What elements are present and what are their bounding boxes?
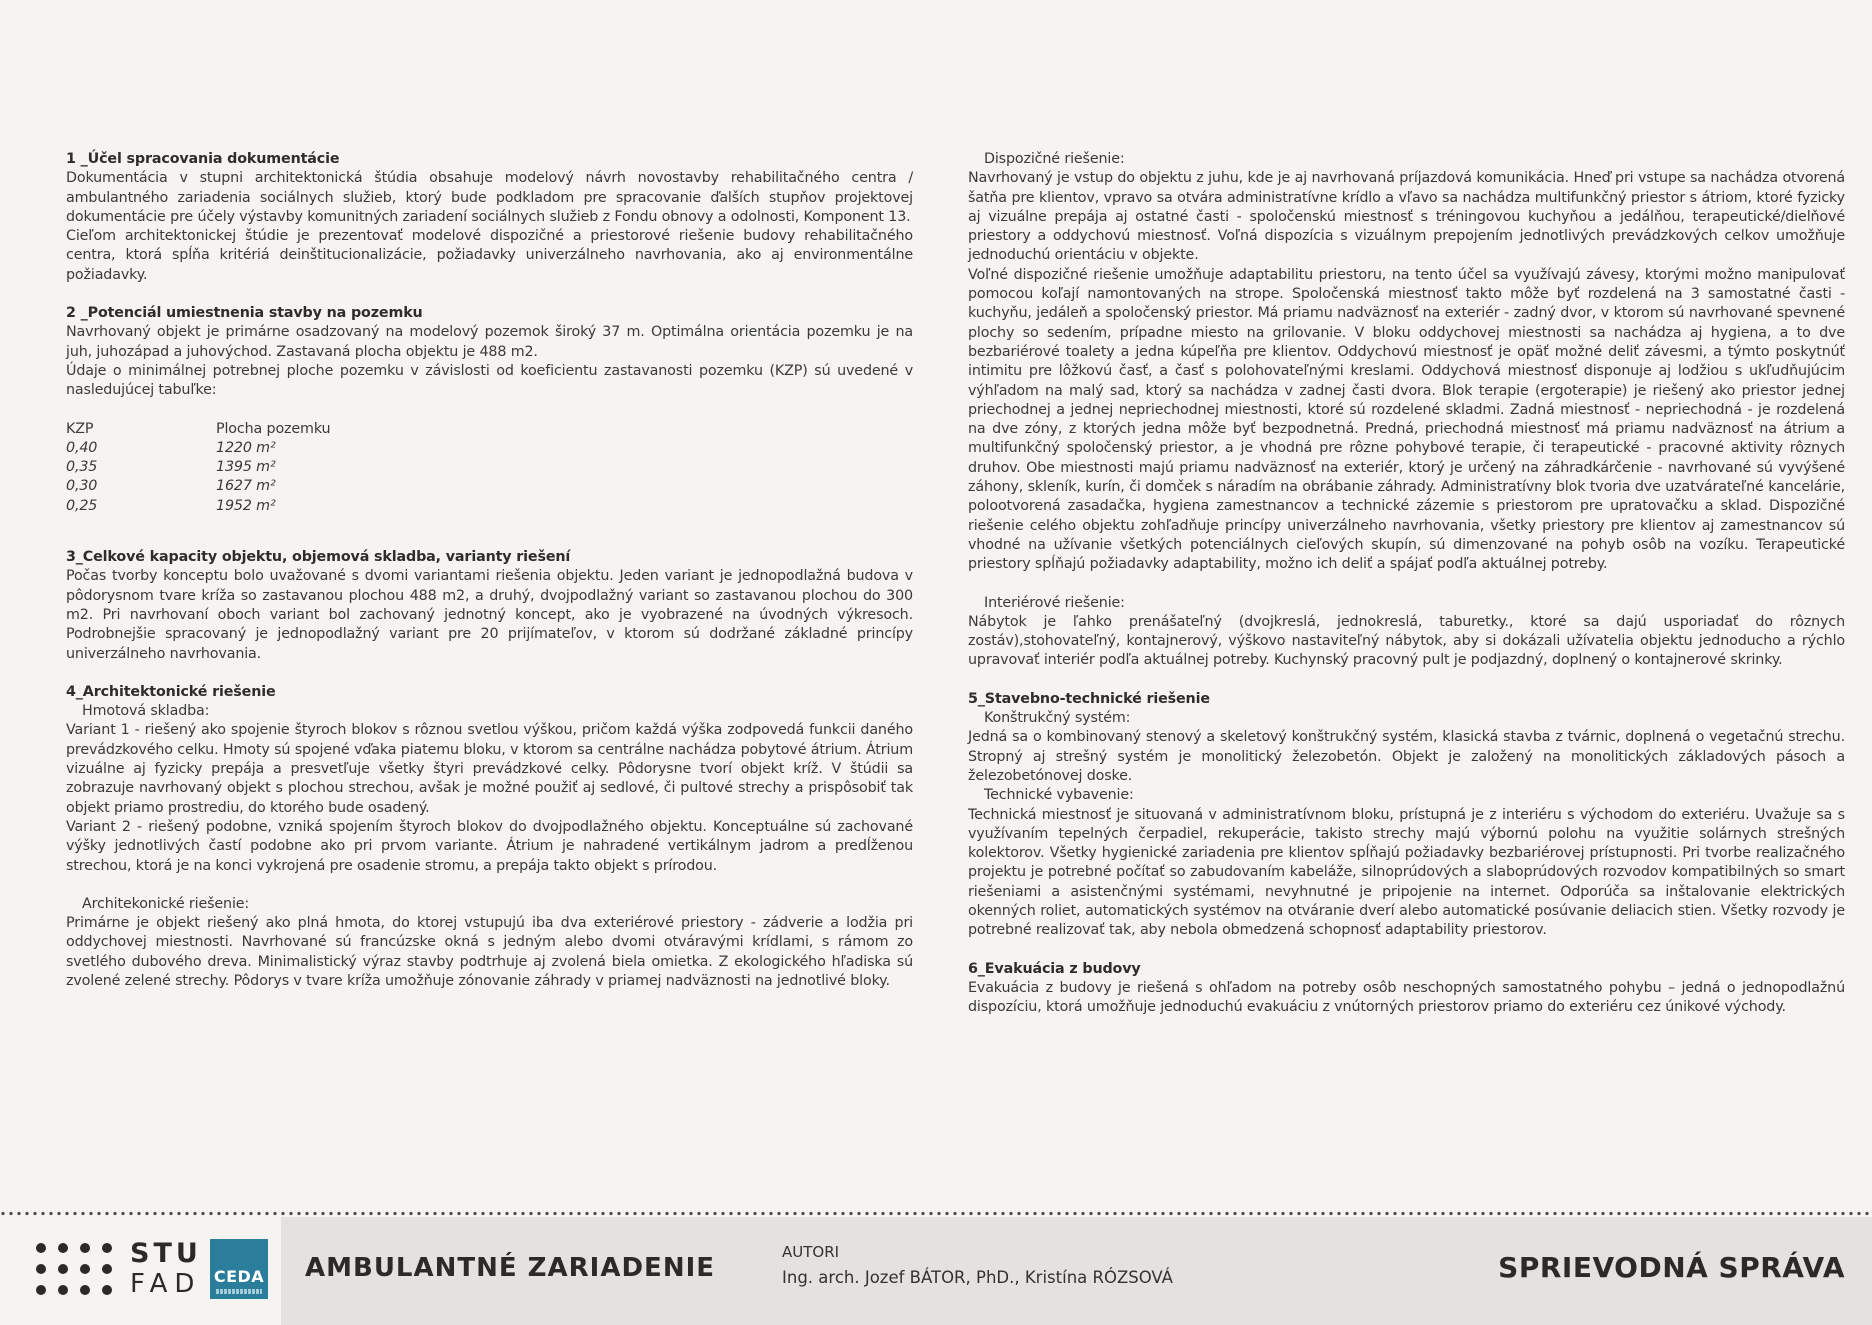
ceda-logo [210,1239,268,1299]
section-2-heading: 2 _Potenciál umiestnenia stavby na pozemku [66,305,423,322]
section-3-paragraph: Počas tvorby konceptu bolo uvažované s dvomi variantami riešenia objektu. Jeden variant je jednopodlažná budova v pôdorysnom tvare kríža so zastavanou plochou 488 m2, a druhý, dvojpodlažný variant so zastavanou plochou do 300 m2. Pri navrhovaní oboch variant bol zachovaný jednotný koncept, ako je vyobrazené na úvodných výkresoch. Podrobnejšie spracovaný je jednopodlažný variant pre 20 prijímateľov, v ktorom sú dodržané základné princípy univerzálneho navrhovania. [66,568,913,662]
section-4-paragraph: Primárne je objekt riešený ako plná hmota, do ktorej vstupujú iba dva exteriérové priestory - zádverie a lodžia pri oddychovej miestnosti. Navrhované sú francúzske okná s jedným alebo dvomi otváravými krídlami, s rámom zo svetlého dubového dreva. Minimalistický výraz stavby podtrhuje aj zvolená biela omietka. Z ekologického hľadiska sú zvolené zelené strechy. Pôdorys v tvare kríža umožňuje zónovanie záhrady v priamej nadväznosti na jednotlivé bloky. [66,915,913,989]
area-cell: 1952 m² [216,497,276,514]
subheading-dispozicne-riesenie: Dispozičné riešenie: [984,151,1125,167]
authors-label: AUTORI [782,1243,840,1261]
stu-fad-logo [130,1239,202,1299]
subheading-interierove-riesenie: Interiérové riešenie: [984,594,1125,611]
section-1-paragraph: Dokumentácia v stupni architektonická štúdia obsahuje modelový návrh novostavby rehabilitačného centra / ambulantného zariadenia sociálnych služieb, ktorý bude podkladom pre spracovanie ďalších stupňov projektovej dokumentácie pre účely výstavby komunitných zariadení sociálnych služieb z Fondu obnovy a odolnosti, Komponent 13. [66,170,913,225]
section-1-heading: 1 _Účel spracovania dokumentácie [66,151,340,167]
section-4-paragraph: Variant 1 - riešený ako spojenie štyroch blokov s rôznou svetlou výškou, pričom každá výška zodpovedá funkcii daného prevádzkového celku. Hmoty sú spojené vďaka piatemu bloku, v ktorom sa centrálne nachádza pobytové átrium. Átrium vizuálne aj fyzicky prepája a presvetľuje všetky štyri prevádzkové celky. Pôdorysne tvorí objekt kríž. V štúdii sa zobrazuje navrhovaný objekt s plochou strechou, avšak je možné použiť aj sedlové, či pultové strechy a prispôsobiť tak objekt priamo prostrediu, do ktorého bude osadený. [66,722,913,816]
stu-logo-text: STU [130,1238,202,1269]
section-2-paragraph: Údaje o minimálnej potrebnej ploche pozemku v závislosti od koeficientu zastavanosti pozemku (KZP) sú uvedené v nasledujúcej tabuľke: [66,362,913,399]
stu-fad-logo-dots [36,1243,112,1295]
section-5-paragraph: Jedná sa o kombinovaný stenový a skeletový konštrukčný systém, klasická stavba z tvárnic, doplnená o vegetačnú strechu. Stropný aj strešný systém je monolitický železobetón. Objekt je založený na monolitických základových pásoch a železobetónovej doske. [968,729,1845,784]
spacer [968,575,1845,594]
kzp-header-cell: KZP [66,420,94,437]
kzp-cell: 0,35 [66,459,98,476]
left-column [66,150,913,991]
kzp-table-header [66,420,913,439]
ceda-logo-text: CEDA [213,1267,265,1286]
area-header-cell: Plocha pozemku [216,420,331,437]
spacer [968,671,1845,690]
ceda-logo-subtext [216,1289,262,1294]
section-6-heading: 6_Evakuácia z budovy [968,960,1141,977]
spacer [66,664,913,683]
kzp-cell: 0,30 [66,478,98,495]
right-column [968,150,1845,1017]
project-title: AMBULANTNÉ ZARIADENIE [305,1253,716,1283]
section-6-paragraph: Evakuácia z budovy je riešená s ohľadom na potreby osôb neschopných samostatného pohybu – jedná o jednopodlažnú dispozíciu, ktorá umožňuje jednoduchú evakuáciu z vnútorných priestorov priamo do exteriéru cez únikové východy. [968,979,1845,1016]
dispozicne-paragraph: Voľné dispozičné riešenie umožňuje adaptabilitu priestoru, na tento účel sa využívajú závesy, ktorými možno manipulovať pomocou koľají namontovaných na strope. Spoločenská miestnosť takto môže byť rozdelená na 3 samostatné časti - kuchyňu, jedáleň a spoločenský priestor. Má priamu nadväznosť na exteriér - zadný dvor, v ktorom sú navrhované spevnené plochy so sedením, prípadne miesto na grilovanie. V bloku oddychovej miestnosti sa nachádza aj hygiena, a to dve bezbariérové toalety a jedna kúpeľňa pre klientov. Oddychovú miestnosť je opäť možné deliť závesmi, a týmto poskytnúť intimitu pre lôžkovú časť, a časť s polohovateľnými kreslami. Oddychová miestnosť disponuje aj lodžiou s ukľudňujúcim výhľadom na malý sad, ktorý sa nachádza v zadnej časti dvora. Blok terapie (ergoterapie) je riešený ako priestor jednej priechodnej a jednej nepriechodnej miestnosti, ktoré sú rozdelené skladmi. Zadná miestnosť - nepriechodná - je rozdelená na dve zóny, z ktorých jedna môže byť bezpodnetná. Predná, priechodná miestnosť má priamu nadväznosť na átrium a multifunkčný spoločenský priestor, a je vhodná pre rôzne pohybové terapie, či terapeutické - pracovné aktivity rôznych druhov. Obe miestnosti majú priamu nadväznosť na exteriér, ktorý je určený na záhradkárčenie - navrhované sú vyvýšené záhony, skleník, kurín, či domček s náradím na obrábanie záhrady. Administratívny blok tvoria dve uzatvárateľné kancelárie, polootvorená zasadačka, hygiena zamestnancov a technické zázemie s priestorom pre upratovačku a sklad. Dispozičné riešenie celého objektu zohľadňuje princípy univerzálneho navrhovania, všetky priestory pre klientov aj zamestnancov sú vhodné na užívanie všetkých potenciálnych cieľových skupín, sú dimenzované na pohyb osôb na vozíku. Terapeutické priestory spĺňajú požiadavky adaptability, možno ich deliť a spájať podľa aktuálnej potreby. [968,266,1845,573]
dotted-separator [0,1210,1872,1217]
subheading-architektonicke-riesenie: Architekonické riešenie: [82,895,250,912]
kzp-table [66,420,913,516]
subheading-technicke-vybavenie: Technické vybavenie: [984,787,1134,804]
fad-logo-text: FAD [130,1269,202,1299]
spacer [968,941,1845,960]
authors-names: Ing. arch. Jozef BÁTOR, PhD., Kristína RÓZSOVÁ [782,1268,1173,1287]
section-3-heading: 3_Celkové kapacity objektu, objemová skladba, varianty riešení [66,549,571,566]
section-2-paragraph: Navrhovaný objekt je primárne osadzovaný na modelový pozemok široký 37 m. Optimálna orientácia pozemku je na juh, juhozápad a juhovýchod. Zastavaná plocha objektu je 488 m2. [66,324,913,360]
area-cell: 1627 m² [216,478,276,495]
subheading-hmotova-skladba: Hmotová skladba: [82,703,210,720]
dispozicne-paragraph: Navrhovaný je vstup do objektu z juhu, kde je aj navrhovaná príjazdová komunikácia. Hneď pri vstupe sa nachádza otvorená šatňa pre klientov, vpravo sa otvára administratívne krídlo a vľavo sa nachádza multifunkčný priestor s átriom, ktoré fyzicky aj vizuálne prepája aj ostatné časti - spoločenskú miestnosť s tréningovou kuchyňou a jedálňou, terapeutické/dielňové priestory a oddychovú miestnosť. Voľná dispozícia s vizuálnym prepojením jednotlivých prevádzkových celkov umožňuje jednoduchú orientáciu v objekte. [968,170,1845,264]
spacer [66,516,913,548]
subheading-konstrukcny-system: Konštrukčný systém: [984,710,1131,727]
document-title: SPRIEVODNÁ SPRÁVA [1498,1251,1845,1284]
area-cell: 1220 m² [216,439,276,456]
authors-block [782,1243,1173,1287]
section-5-heading: 5_Stavebno-technické riešenie [968,690,1210,707]
footer [0,1217,1872,1325]
table-row [66,458,913,477]
interierove-paragraph: Nábytok je ľahko prenášateľný (dvojkreslá, jednokreslá, taburetky., ktoré sa dajú usporiadať do rôznych zostáv),stohovateľný, kontajnerový, výškovo nastaviteľný nábytok, aby si dokázali užívatelia objektu jednoducho a rýchlo upravovať interiér podľa aktuálnej potreby. Kuchynský pracovný pult je podjazdný, doplnený o kontajnerové skrinky. [968,613,1845,669]
kzp-cell: 0,40 [66,439,98,456]
spacer [66,285,913,304]
kzp-cell: 0,25 [66,497,98,514]
table-row [66,477,913,496]
section-4-paragraph: Variant 2 - riešený podobne, vzniká spojením štyroch blokov do dvojpodlažného objektu. Konceptuálne sú zachované výšky jednotlivých častí podobne ako pri prvom variante. Átrium je nahradené vertikálnym jadrom a predĺženou strechou, ktorá je na konci vykrojená pre osadenie stromu, a prepája takto objekt s prírodou. [66,818,913,874]
section-5-paragraph: Technická miestnosť je situovaná v administratívnom bloku, prístupná je z interiéru s východom do exteriéru. Uvažuje sa s využívaním tepelných čerpadiel, rekuperácie, takisto strechy majú výbornú polohu na využitie solárnych strešných kolektorov. Všetky hygienické zariadenia pre klientov spĺňajú požiadavky bezbariérovej prístupnosti. Pri tvorbe realizačného projektu je potrebné počítať so zabudovaním kabeláže, silnoprúdových a slaboprúdových rozvodov kompatibilných so smart riešeniami a asistenčnými systémami, nevyhnutné je pripojenie na internet. Odporúča sa inštalovanie elektrických okenných roliet, automatických systémov na otváranie dverí alebo automatické posúvanie deliacich stien. Všetky rozvody je potrebné realizovať tak, aby nebola obmedzená schopnosť adaptability priestorov. [968,806,1845,939]
area-cell: 1395 m² [216,459,276,476]
table-row [66,439,913,458]
spacer [66,876,913,895]
section-1-paragraph: Cieľom architektonickej štúdie je prezentovať modelové dispozičné a priestorové riešenie budovy rehabilitačného centra, ktorá spĺňa kritériá deinštitucionalizácie, požiadavky univerzálneho navrhovania, ako aj environmentálne požiadavky. [66,228,913,283]
table-row [66,497,913,516]
section-4-heading: 4_Architektonické riešenie [66,683,276,700]
